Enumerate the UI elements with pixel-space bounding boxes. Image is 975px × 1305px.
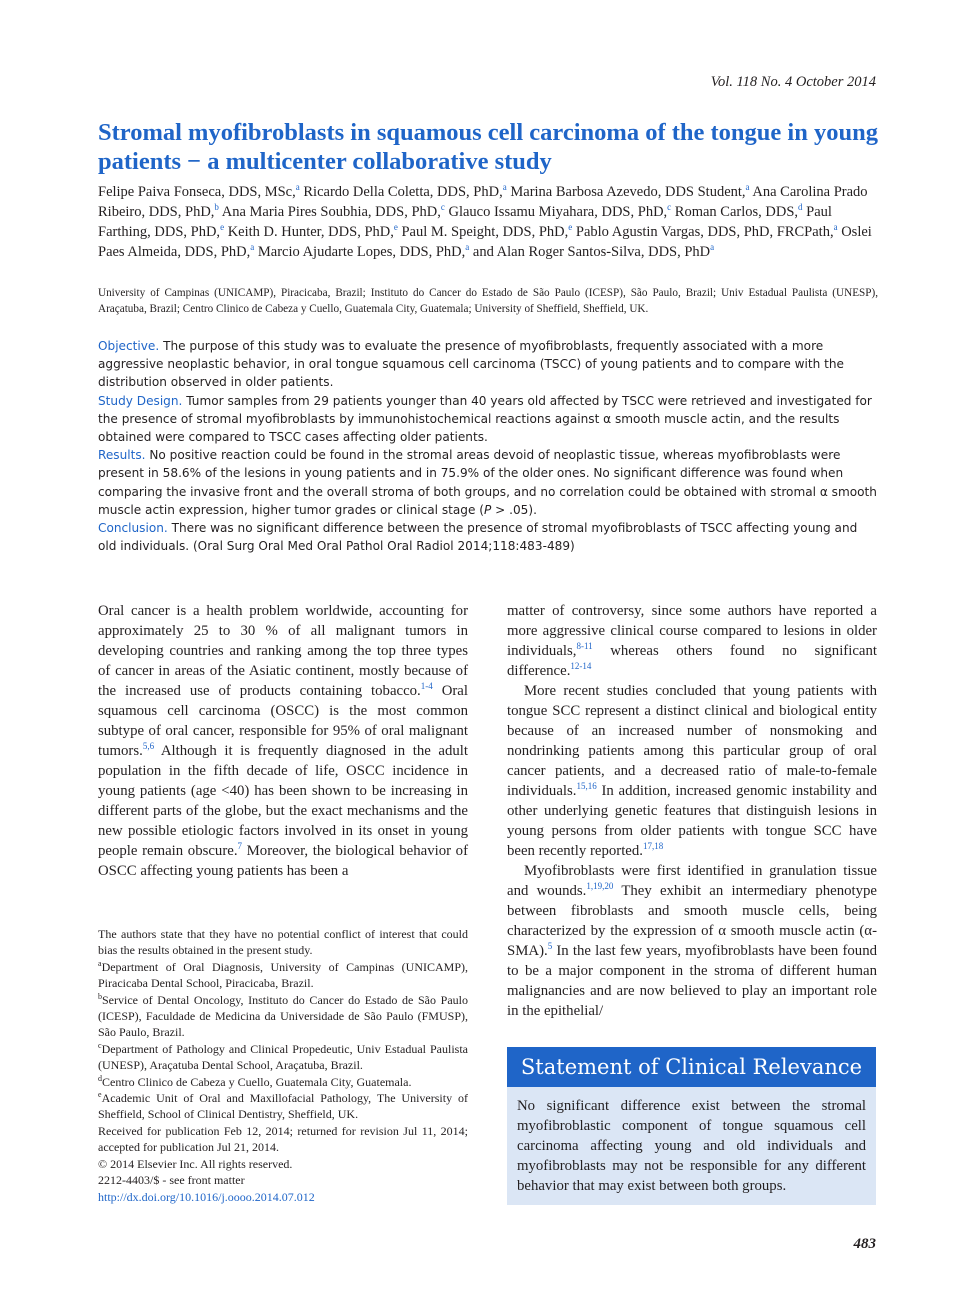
affiliation-text: Academic Unit of Oral and Maxillofacial Pathology, The University of Sheffield, School of Clinical Dentistry, Sheffield, UK. — [98, 1091, 468, 1122]
citation-link[interactable]: 5,6 — [142, 741, 155, 752]
body-text: They exhibit an intermediary phenotype between fibroblasts and smooth muscle cells, being characterized by the expression of α smooth muscle actin (α-SMA). — [507, 883, 877, 959]
body-column-right — [507, 601, 877, 1021]
author-name: Ana Carolina Prado Ribeiro, DDS, PhD, — [98, 184, 868, 220]
author-name: and Alan Roger Santos-Silva, DDS, PhD — [472, 244, 711, 260]
affiliation-footnotes — [98, 959, 468, 1123]
results-heading: Results. — [98, 448, 146, 463]
issn-line: 2212-4403/$ - see front matter — [98, 1173, 245, 1188]
affiliation-marker: a — [833, 222, 838, 233]
objective-text: The purpose of this study was to evaluate the presence of myofibroblasts, frequently associated with a more aggressive neoplastic behavior, in oral tongue squamous cell carcinoma (TSCC) of young patients and to compare with the distribution observed in older patients. — [98, 339, 844, 390]
conflict-statement: The authors state that they have no potential conflict of interest that could bias the results obtained in the present study. — [98, 927, 468, 958]
body-text: More recent studies concluded that young patients with tongue SCC represent a distinct clinical and biological entity because of an increased number of nonsmoking and nondrinking patients among this particular group of oral cancer patients, and a decreased ratio of male-to-female individuals. — [507, 683, 877, 799]
body-text: In the last few years, myofibroblasts have been found to be a major component in the stroma of different human malignancies and are now believed to play an important role in the epithelial/ — [507, 943, 877, 1019]
conclusion-heading: Conclusion. — [98, 521, 168, 536]
affiliation-marker: a — [98, 958, 102, 968]
affiliation-marker: a — [250, 242, 255, 253]
author-name: Pablo Agustin Vargas, DDS, PhD, FRCPath, — [575, 224, 834, 240]
affiliation-marker: b — [98, 991, 102, 1001]
body-text: Myofibroblasts were first identified in granulation tissue and wounds. — [507, 863, 877, 899]
conclusion-text: There was no significant difference between the presence of stromal myofibroblasts of TSCC affecting young and old individuals. (Oral Surg Oral Med Oral Pathol Oral Radiol 2014;118:483-489) — [98, 521, 858, 554]
affiliation-text: Centro Clinico de Cabeza y Cuello, Guatemala City, Guatemala. — [102, 1074, 412, 1089]
citation-link[interactable]: 7 — [237, 841, 243, 852]
author-list — [98, 182, 878, 262]
author-name: Oslei Paes Almeida, DDS, PhD, — [98, 224, 872, 260]
doi-link[interactable]: http://dx.doi.org/10.1016/j.oooo.2014.07.012 — [98, 1189, 315, 1204]
article-title: Stromal myofibroblasts in squamous cell carcinoma of the tongue in young patients − a multicenter collaborative study — [98, 119, 878, 175]
author-name: Ricardo Della Coletta, DDS, PhD, — [303, 184, 503, 200]
body-text: Oral cancer is a health problem worldwide, accounting for approximately 25 to 30 % of all malignant tumors in developing countries and ranking among the top three types of cancer in areas of the Asiatic continent, mostly because of the increased use of products containing tobacco. — [98, 603, 468, 699]
affiliation-footnote — [98, 1074, 468, 1090]
citation-link[interactable]: 1,19,20 — [586, 881, 614, 892]
abstract-results — [98, 446, 878, 519]
abstract — [98, 337, 878, 555]
abstract-conclusion — [98, 519, 878, 555]
body-text: whereas others found no significant difference. — [507, 643, 877, 679]
affiliation-marker: c — [440, 202, 445, 213]
results-text: No positive reaction could be found in the stromal areas devoid of neoplastic tissue, whereas myofibroblasts were present in 58.6% of the lesions in young patients and in 75.9% of the older ones. No significant difference was found when comparing the invasive front and the overall stroma of both groups, and no correlation could be obtained with stromal α smooth muscle actin expression, higher tumor grades or clinical stage ( — [98, 448, 877, 517]
affiliation-marker: b — [214, 202, 219, 213]
author-name: Paul M. Speight, DDS, PhD, — [401, 224, 569, 240]
body-paragraph — [507, 681, 877, 861]
citation-link[interactable]: 12-14 — [570, 661, 592, 672]
clinical-relevance-box — [507, 1047, 876, 1205]
citation-link[interactable]: 8-11 — [576, 641, 593, 652]
citation-link[interactable]: 5 — [547, 941, 553, 952]
author-name: Paul Farthing, DDS, PhD, — [98, 204, 832, 240]
abstract-objective — [98, 337, 878, 392]
author-name: Marcio Ajudarte Lopes, DDS, PhD, — [257, 244, 466, 260]
citation-link[interactable]: 1-4 — [420, 681, 433, 692]
author-name: Marina Barbosa Azevedo, DDS Student, — [510, 184, 746, 200]
affiliation-marker: d — [798, 202, 803, 213]
body-paragraph — [507, 601, 877, 681]
affiliation-marker: a — [465, 242, 470, 253]
results-text-end: > .05). — [491, 502, 537, 517]
affiliation-marker: d — [98, 1073, 102, 1083]
author-name: Ana Maria Pires Soubhia, DDS, PhD, — [221, 204, 441, 220]
affiliation-marker: a — [502, 182, 507, 193]
affiliation-marker: a — [745, 182, 750, 193]
study-design-text: Tumor samples from 29 patients younger than 40 years old affected by TSCC were retrieved and investigated for the presence of stromal myofibroblasts by immunohistochemical reactions against α smooth muscle actin, and the results obtained were compared to TSCC cases affecting older patients. — [98, 393, 872, 445]
author-name: Roman Carlos, DDS, — [674, 204, 799, 220]
affiliation-text: Department of Pathology and Clinical Propedeutic, Univ Estadual Paulista (UNESP), Araçatuba Dental School, Araçatuba, Brazil. — [98, 1041, 468, 1073]
affiliation-marker: a — [710, 242, 715, 253]
body-text: matter of controversy, since some authors have reported a more aggressive clinical course compared to lesions in older individuals, — [507, 603, 877, 659]
affiliation-marker: e — [393, 222, 398, 233]
affiliation-marker: c — [667, 202, 672, 213]
affiliation-footnote — [98, 1090, 468, 1123]
author-name: Glauco Issamu Miyahara, DDS, PhD, — [448, 204, 668, 220]
journal-issue-line: Vol. 118 No. 4 October 2014 — [710, 74, 876, 90]
footnotes — [98, 926, 468, 1205]
citation-link[interactable]: 15,16 — [576, 781, 597, 792]
study-design-heading: Study Design. — [98, 393, 183, 408]
body-text: In addition, increased genomic instability and other underlying genetic features that distinguish lesions in young persons from older patients with tongue SCC have been recently reported. — [507, 783, 877, 859]
received-dates: Received for publication Feb 12, 2014; returned for revision Jul 11, 2014; accepted for publication Jul 21, 2014. — [98, 1123, 468, 1155]
citation-link[interactable]: 17,18 — [642, 841, 664, 852]
body-column-left — [98, 601, 468, 881]
copyright-notice: © 2014 Elsevier Inc. All rights reserved. — [98, 1156, 293, 1171]
body-text: Oral squamous cell carcinoma (OSCC) is the most common subtype of oral cancer, responsible for 95% of oral malignant tumors. — [98, 683, 468, 759]
intro-paragraph-1 — [98, 601, 468, 881]
abstract-study-design — [98, 392, 878, 447]
affiliation-marker: e — [220, 222, 225, 233]
affiliation-marker: c — [98, 1040, 102, 1050]
objective-heading: Objective. — [98, 339, 160, 353]
clinical-relevance-text: No significant difference exist between the stromal myofibroblastic component of tongue squamous cell carcinoma affecting young and old individuals and myofibroblasts may not be responsible for any different behavior that may exist between both groups. — [517, 1098, 866, 1194]
page-number: 483 — [853, 1236, 876, 1252]
affiliation-footnote — [98, 1041, 468, 1074]
affiliation-marker: e — [98, 1090, 102, 1100]
author-name: Keith D. Hunter, DDS, PhD, — [227, 224, 394, 240]
affiliation-text: Department of Oral Diagnosis, University of Campinas (UNICAMP), Piracicaba Dental School, Piracicaba, Brazil. — [98, 959, 468, 991]
results-p-symbol: P — [484, 502, 492, 517]
body-text: Although it is frequently diagnosed in the adult population in the fifth decade of life, OSCC incidence in young patients (age <40) has been shown to be increasing in different parts of the globe, but the exact mechanisms and the new possible etiologic factors involved in its onset in young people remain obscure. — [98, 743, 468, 859]
affiliation-marker: e — [568, 222, 573, 233]
author-name: Felipe Paiva Fonseca, DDS, MSc, — [98, 184, 296, 200]
affiliation-marker: a — [295, 182, 300, 193]
affiliation-footnote — [98, 959, 468, 992]
affiliation-text: Service of Dental Oncology, Instituto do Cancer do Estado de São Paulo (ICESP), Faculdade de Medicina da Universidade de São Paulo (FMUSP), São Paulo, Brazil. — [98, 992, 468, 1040]
body-paragraph — [507, 861, 877, 1021]
body-text: Moreover, the biological behavior of OSCC affecting young patients has been a — [98, 843, 468, 879]
clinical-relevance-heading: Statement of Clinical Relevance — [507, 1047, 876, 1087]
affiliation-footnote — [98, 992, 468, 1041]
affiliations-summary: University of Campinas (UNICAMP), Piracicaba, Brazil; Instituto do Cancer do Estado de São Paulo (ICESP), São Paulo, Brazil; Univ Estadual Paulista (UNESP), Araçatuba, Brazil; Centro Clinico de Cabeza y Cuello, Guatemala City, Guatemala; University of Sheffield, Sheffield, UK. — [98, 287, 878, 315]
